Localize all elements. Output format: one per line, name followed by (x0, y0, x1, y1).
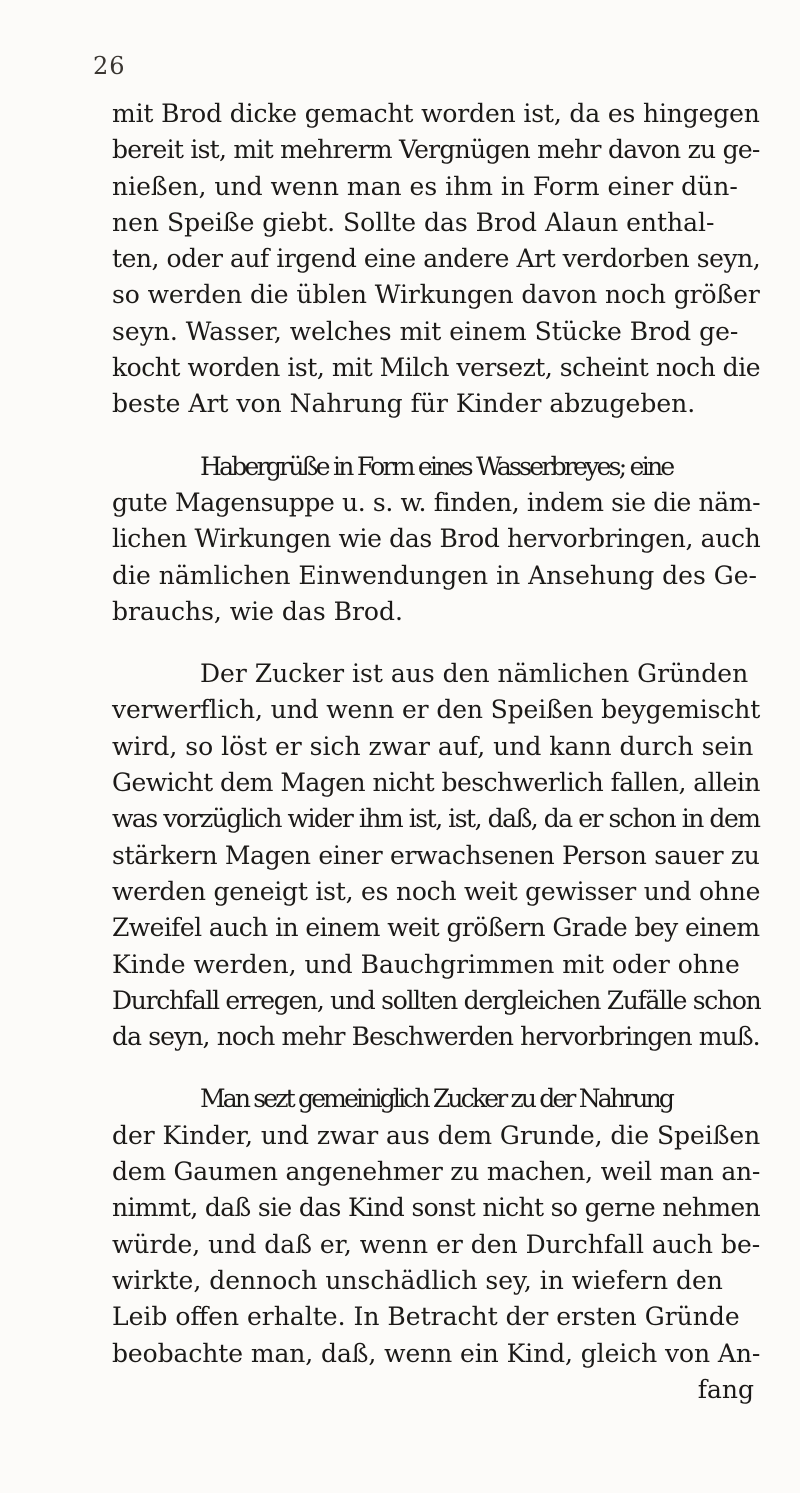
text-line: der Kinder, und zwar aus dem Grunde, die Speißen (112, 1120, 761, 1150)
text-line: Leib offen erhalte. In Betracht der ersten Gründe (112, 1302, 740, 1332)
text-line: wird, so löst er sich zwar auf, und kann durch sein (112, 731, 754, 761)
text-line: gute Magensuppe u. s. w. finden, indem sie die näm- (112, 487, 761, 517)
text-line: beobachte man, daß, wenn ein Kind, gleich von An- (112, 1338, 761, 1368)
text-line: da seyn, noch mehr Beschwerden hervorbringen muß. (112, 1022, 760, 1052)
text-line: Gewicht dem Magen nicht beschwerlich fallen, allein (112, 768, 760, 798)
text-line: Durchfall erregen, und sollten dergleichen Zufälle schon (112, 985, 761, 1015)
text-line: so werden die üblen Wirkungen davon noch größer (112, 280, 760, 310)
text-line: seyn. Wasser, welches mit einem Stücke Brod ge- (112, 316, 739, 346)
text-line: werden geneigt ist, es noch weit gewisser und ohne (112, 876, 761, 906)
text-line: Der Zucker ist aus den nämlichen Gründen (200, 659, 749, 689)
text-line: würde, und daß er, wenn er den Durchfall auch be- (112, 1229, 761, 1259)
paragraph-gap (112, 630, 760, 656)
text-line: nen Speiße giebt. Sollte das Brod Alaun enthal- (112, 207, 715, 237)
text-line: was vorzüglich wider ihm ist, ist, daß, da er schon in dem (112, 804, 760, 834)
paragraph (112, 1081, 760, 1371)
text-line: Habergrüße in Form eines Wasserbreyes; eine (200, 451, 673, 481)
text-line: Kinde werden, und Bauchgrimmen mit oder ohne (112, 949, 740, 979)
paragraph-gap (112, 1055, 760, 1081)
text-line: nimmt, daß sie das Kind sonst nicht so gerne nehmen (112, 1193, 760, 1223)
text-line: nießen, und wenn man es ihm in Form einer dün- (112, 171, 738, 201)
text-line: ten, oder auf irgend eine andere Art verdorben seyn, (112, 244, 761, 274)
text-line: Zweifel auch in einem weit größern Grade bey einem (112, 913, 760, 943)
text-line: stärkern Magen einer erwachsenen Person sauer zu (112, 840, 760, 870)
paragraph (112, 656, 760, 1055)
text-line: beste Art von Nahrung für Kinder abzugeben. (112, 389, 696, 419)
text-line: brauchs, wie das Brod. (112, 596, 403, 626)
page-number: 26 (93, 52, 126, 80)
paragraph (112, 96, 760, 423)
text-line: mit Brod dicke gemacht worden ist, da es hingegen (112, 99, 760, 128)
text-line: Man sezt gemeiniglich Zucker zu der Nahrung (200, 1084, 673, 1114)
text-line: kocht worden ist, mit Milch versezt, scheint noch die (112, 353, 761, 383)
body-text (112, 96, 760, 1408)
paragraph (112, 449, 760, 630)
catchword: fang (697, 1374, 754, 1404)
text-line: verwerflich, und wenn er den Speißen beygemischt (112, 695, 761, 725)
text-line: lichen Wirkungen wie das Brod hervorbringen, auch (112, 524, 761, 554)
text-line: bereit ist, mit mehrerm Vergnügen mehr davon zu ge- (112, 135, 760, 165)
paragraph-gap (112, 423, 760, 449)
text-line: die nämlichen Einwendungen in Ansehung des Ge- (112, 560, 757, 590)
text-line: wirkte, dennoch unschädlich sey, in wiefern den (112, 1265, 723, 1295)
text-line: dem Gaumen angenehmer zu machen, weil man an- (112, 1157, 761, 1187)
